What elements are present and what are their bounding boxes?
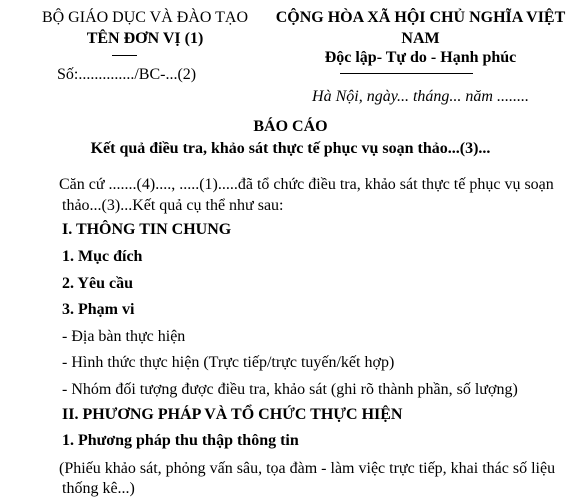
section-1-heading: I. THÔNG TIN CHUNG bbox=[62, 221, 232, 238]
report-subtitle: Kết quả điều tra, khảo sát thực tế phục vụ soạn thảo...(3)... bbox=[90, 140, 491, 157]
document-number: Số:............../BC-...(2) bbox=[57, 66, 197, 83]
section-2-heading: II. PHƯƠNG PHÁP VÀ TỔ CHỨC THỰC HIỆN bbox=[62, 406, 403, 423]
report-title: BÁO CÁO bbox=[253, 118, 328, 135]
subsection-scope: 3. Phạm vi bbox=[62, 301, 135, 318]
national-title-line2: NAM bbox=[401, 30, 440, 47]
subsection-data-collection: 1. Phương pháp thu thập thông tin bbox=[62, 432, 299, 449]
subsection-requirements: 2. Yêu cầu bbox=[62, 275, 133, 292]
ministry-name: BỘ GIÁO DỤC VÀ ĐÀO TẠO bbox=[41, 9, 249, 26]
unit-name: TÊN ĐƠN VỊ (1) bbox=[86, 30, 204, 47]
scope-item-location: - Địa bàn thực hiện bbox=[62, 328, 186, 345]
unit-underline bbox=[112, 55, 137, 56]
intro-line-2: thảo...(3)...Kết quả cụ thể như sau: bbox=[62, 197, 284, 214]
national-title-line1: CỘNG HÒA XÃ HỘI CHỦ NGHĨA VIỆT bbox=[275, 9, 566, 26]
scope-item-format: - Hình thức thực hiện (Trực tiếp/trực tuyến/kết hợp) bbox=[62, 354, 395, 371]
place-date: Hà Nội, ngày... tháng... năm ........ bbox=[312, 88, 529, 105]
motto-underline bbox=[340, 73, 473, 74]
national-motto: Độc lập- Tự do - Hạnh phúc bbox=[324, 49, 517, 66]
intro-line-1: Căn cứ .......(4)...., .....(1).....đã tổ chức điều tra, khảo sát thực tế phục vụ soạn bbox=[59, 176, 554, 193]
subsection-purpose: 1. Mục đích bbox=[62, 248, 143, 265]
method-note-line-2: thống kê...) bbox=[62, 480, 135, 497]
method-note-line-1: (Phiếu khảo sát, phỏng vấn sâu, tọa đàm - làm việc trực tiếp, khai thác số liệu bbox=[59, 460, 556, 477]
scope-item-target-group: - Nhóm đối tượng được điều tra, khảo sát (ghi rõ thành phần, số lượng) bbox=[62, 381, 518, 398]
